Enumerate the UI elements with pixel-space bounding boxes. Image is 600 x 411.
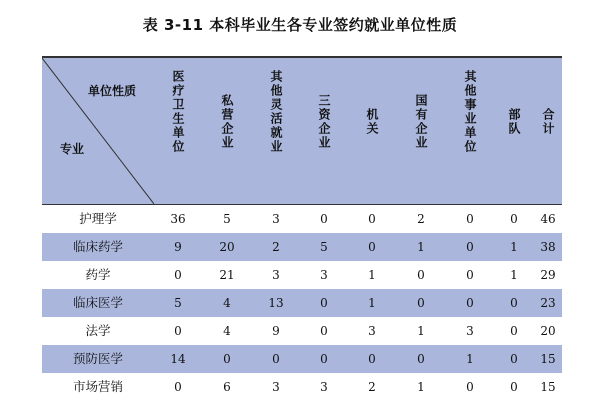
- cell: 0: [510, 380, 518, 394]
- cell: 0: [223, 352, 231, 366]
- cell: 5: [320, 240, 328, 254]
- cell: 5: [174, 296, 182, 310]
- row-major: 法学: [85, 323, 111, 338]
- cell: 0: [320, 324, 328, 338]
- cell: 3: [320, 380, 328, 394]
- cell: 0: [510, 212, 518, 226]
- cell: 0: [510, 296, 518, 310]
- cell: 0: [510, 324, 518, 338]
- cell: 1: [368, 296, 376, 310]
- cell: 0: [417, 352, 425, 366]
- header-col-state-owned: 国有企业: [414, 94, 428, 150]
- cell: 5: [223, 212, 231, 226]
- table-row: [42, 373, 562, 401]
- cell: 3: [466, 324, 474, 338]
- header-col-private: 私营企业: [220, 94, 234, 150]
- cell-total: 38: [540, 240, 556, 254]
- header-col-other-public: 其他事业单位: [463, 70, 477, 154]
- cell: 0: [368, 240, 376, 254]
- cell: 6: [223, 380, 231, 394]
- cell: 0: [368, 352, 376, 366]
- table-row: [42, 317, 562, 345]
- cell: 0: [174, 380, 182, 394]
- table-title: 表 3-11 本科毕业生各专业签约就业单位性质: [142, 16, 458, 34]
- cell: 0: [272, 352, 280, 366]
- cell: 1: [466, 352, 474, 366]
- cell: 0: [174, 268, 182, 282]
- cell: 1: [510, 268, 518, 282]
- row-major: 药学: [85, 267, 111, 282]
- table-row: [42, 205, 562, 233]
- table-row: [42, 261, 562, 289]
- cell: 1: [417, 324, 425, 338]
- cell: 14: [170, 352, 186, 366]
- cell-total: 46: [540, 212, 556, 226]
- row-major: 预防医学: [72, 351, 123, 366]
- corner-diagonal: [42, 58, 154, 204]
- cell: 21: [219, 268, 235, 282]
- cell: 0: [174, 324, 182, 338]
- cell-total: 23: [540, 296, 556, 310]
- corner-label-major: 专业: [60, 142, 85, 156]
- cell: 0: [320, 296, 328, 310]
- table-row: [42, 289, 562, 317]
- cell: 2: [368, 380, 376, 394]
- table-row: [42, 233, 562, 261]
- cell: 0: [417, 296, 425, 310]
- cell: 0: [368, 212, 376, 226]
- cell: 1: [417, 240, 425, 254]
- cell: 1: [510, 240, 518, 254]
- cell: 3: [320, 268, 328, 282]
- header-col-total: 合计: [541, 108, 555, 136]
- header-col-foreign: 三资企业: [317, 94, 331, 150]
- row-major: 临床药学: [72, 239, 123, 254]
- cell: 0: [320, 352, 328, 366]
- row-major: 临床医学: [72, 295, 123, 310]
- header-col-medical: 医疗卫生单位: [171, 70, 185, 154]
- table-header: [42, 58, 562, 204]
- cell: 9: [174, 240, 182, 254]
- cell: 3: [272, 380, 280, 394]
- corner-label-unit-type: 单位性质: [88, 84, 137, 98]
- cell: 0: [510, 352, 518, 366]
- cell: 4: [223, 324, 231, 338]
- cell: 2: [272, 240, 280, 254]
- cell: 3: [272, 212, 280, 226]
- row-major: 护理学: [79, 211, 117, 226]
- header-col-military: 部队: [507, 108, 521, 136]
- cell-total: 20: [540, 324, 556, 338]
- cell: 4: [223, 296, 231, 310]
- cell: 0: [466, 212, 474, 226]
- cell: 0: [466, 296, 474, 310]
- cell: 0: [320, 212, 328, 226]
- row-major: 市场营销: [72, 379, 123, 394]
- cell-total: 29: [540, 268, 556, 282]
- data-table: [42, 56, 562, 402]
- cell: 2: [417, 212, 425, 226]
- cell: 13: [268, 296, 284, 310]
- header-col-government: 机关: [365, 108, 379, 136]
- cell: 0: [466, 268, 474, 282]
- cell: 20: [219, 240, 235, 254]
- cell: 36: [170, 212, 186, 226]
- cell: 1: [417, 380, 425, 394]
- cell: 3: [368, 324, 376, 338]
- cell: 0: [466, 380, 474, 394]
- cell: 0: [417, 268, 425, 282]
- cell: 9: [272, 324, 280, 338]
- header-col-flexible: 其他灵活就业: [269, 70, 283, 154]
- cell: 1: [368, 268, 376, 282]
- cell: 0: [466, 240, 474, 254]
- table-row: [42, 345, 562, 373]
- cell-total: 15: [540, 352, 556, 366]
- cell: 3: [272, 268, 280, 282]
- cell-total: 15: [540, 380, 556, 394]
